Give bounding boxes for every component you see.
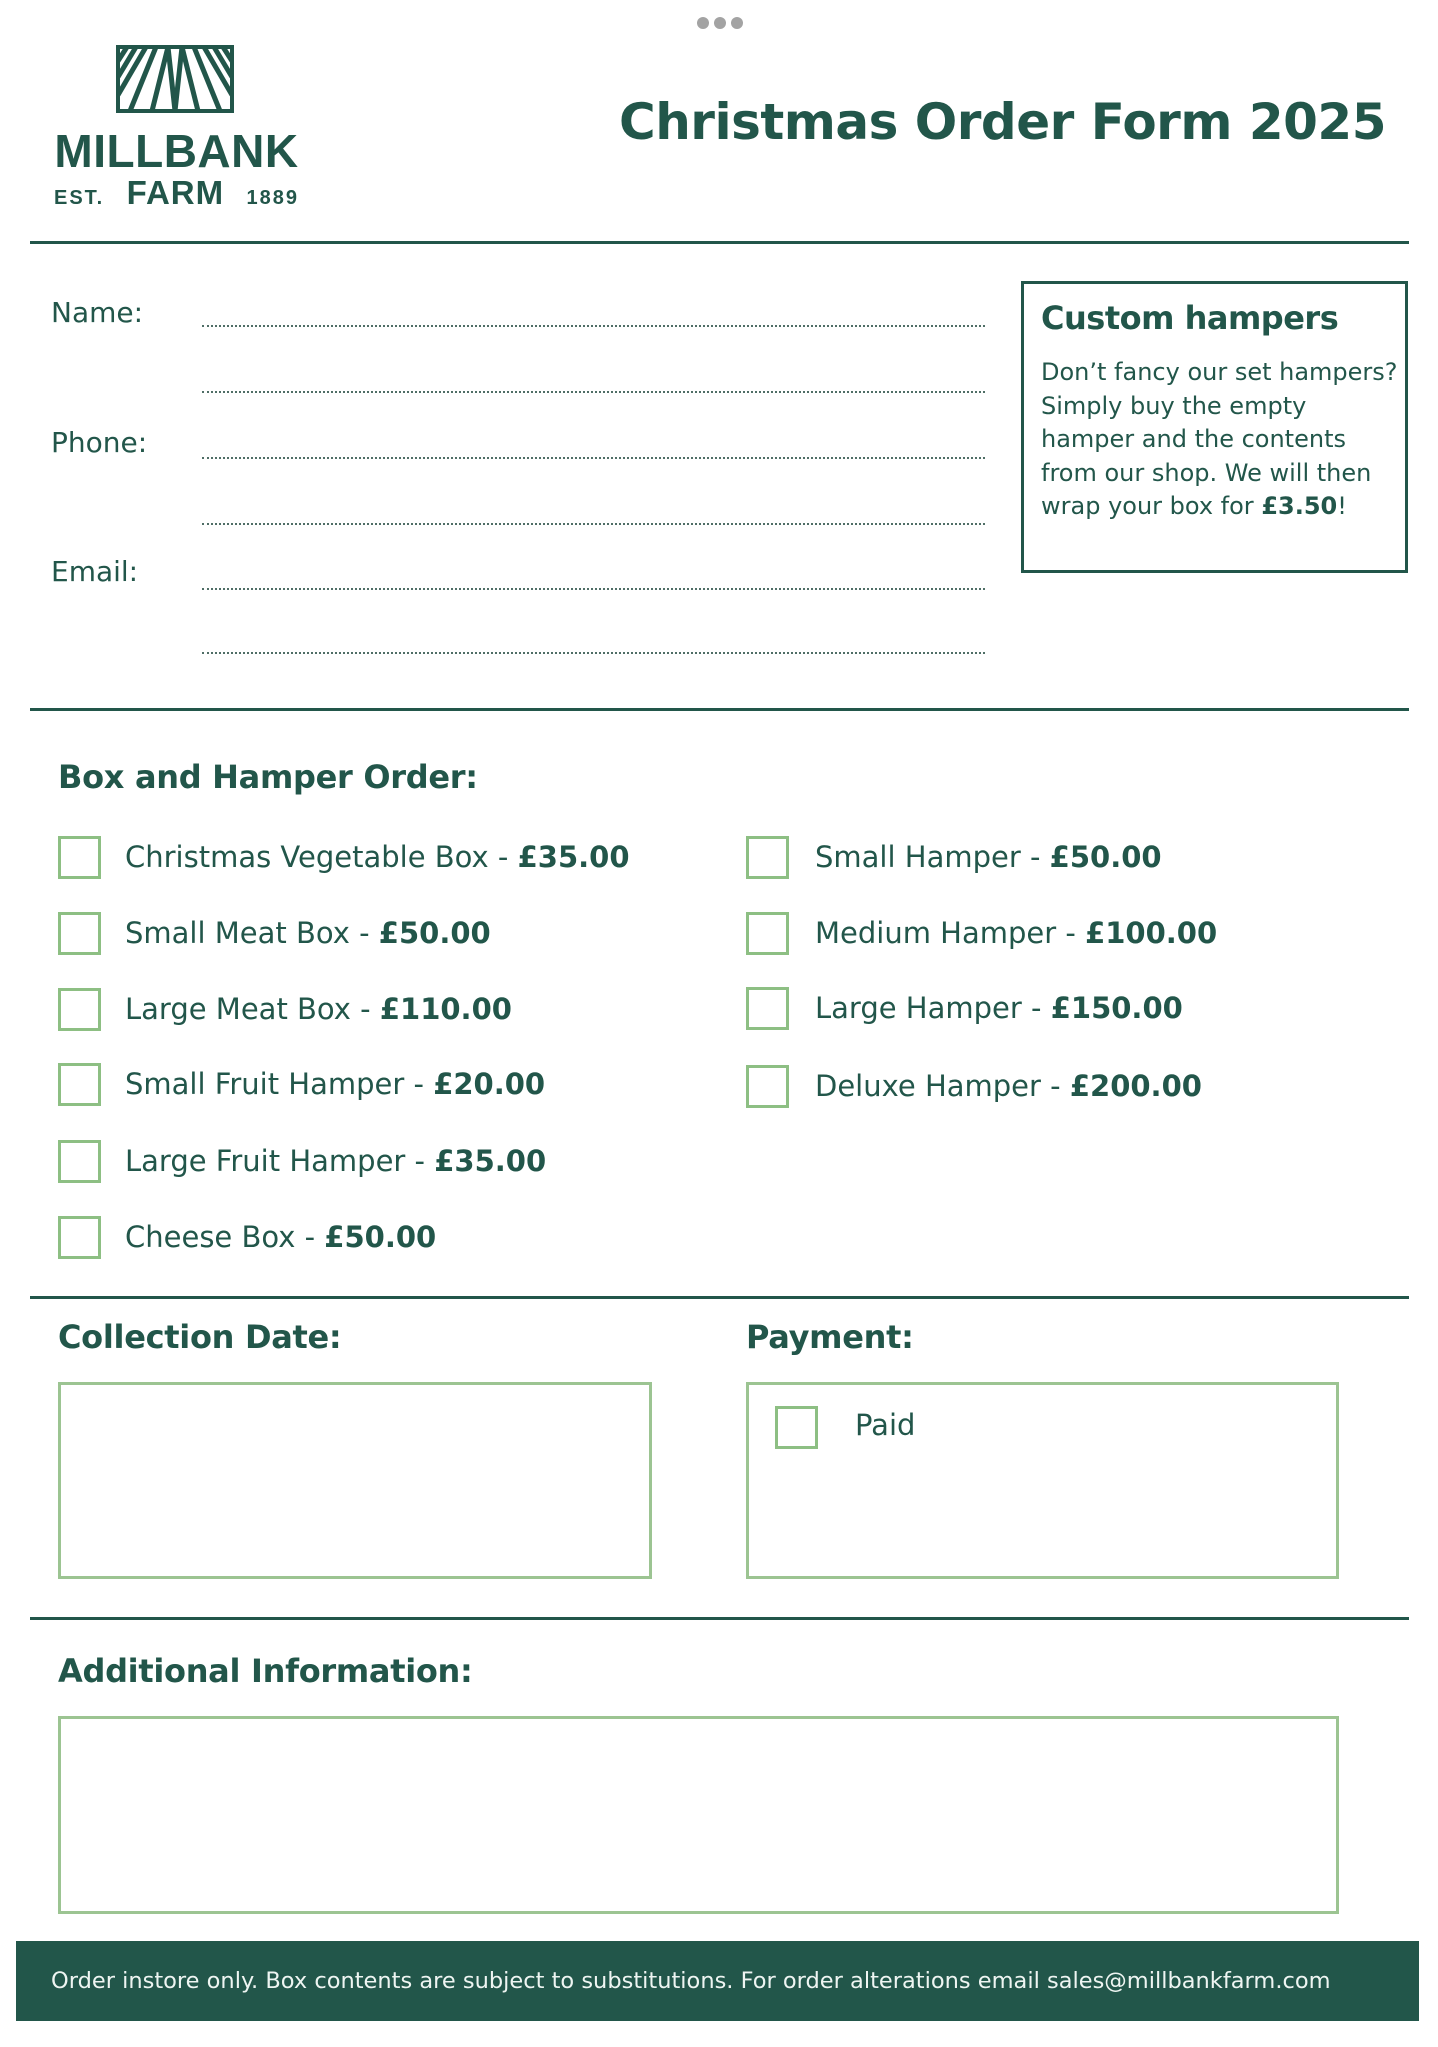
item-label xyxy=(815,1069,1202,1103)
name-field-line-1[interactable] xyxy=(202,325,985,327)
item-name: Cheese Box - xyxy=(125,1220,325,1254)
item-label xyxy=(815,991,1183,1025)
payment-box xyxy=(746,1382,1339,1579)
farm-fields-logo-icon xyxy=(116,45,234,113)
custom-hampers-suffix: ! xyxy=(1337,492,1347,520)
item-name: Large Meat Box - xyxy=(125,992,380,1026)
item-price: £20.00 xyxy=(433,1067,546,1101)
checkbox[interactable] xyxy=(58,912,101,955)
checkbox[interactable] xyxy=(58,1216,101,1259)
custom-hampers-text xyxy=(1041,356,1401,524)
item-price: £50.00 xyxy=(324,1220,437,1254)
order-item-cheese-box[interactable] xyxy=(58,1215,436,1259)
phone-field-line-2[interactable] xyxy=(202,523,985,525)
paid-checkbox[interactable] xyxy=(775,1406,818,1449)
item-name: Small Meat Box - xyxy=(125,916,379,950)
custom-hampers-body: Don’t fancy our set hampers? Simply buy the empty hamper and the contents from our shop. We will then wrap your box for xyxy=(1041,358,1398,520)
additional-info-input[interactable] xyxy=(58,1716,1339,1914)
collection-date-heading: Collection Date: xyxy=(58,1318,342,1356)
order-item-small-hamper[interactable] xyxy=(746,835,1162,879)
email-field-line-2[interactable] xyxy=(202,652,985,654)
payment-heading: Payment: xyxy=(746,1318,914,1356)
logo-wordmark: MILLBANK xyxy=(54,125,299,177)
page-title: Christmas Order Form 2025 xyxy=(619,93,1386,151)
order-item-small-meat-box[interactable] xyxy=(58,911,491,955)
checkbox[interactable] xyxy=(746,1065,789,1108)
item-price: £50.00 xyxy=(378,916,491,950)
item-label xyxy=(125,916,491,950)
name-label: Name: xyxy=(51,296,144,329)
item-label xyxy=(125,1144,546,1178)
order-heading: Box and Hamper Order: xyxy=(58,758,478,796)
item-label xyxy=(125,992,512,1026)
logo-subline xyxy=(54,174,299,212)
dot xyxy=(697,17,709,29)
checkbox[interactable] xyxy=(746,836,789,879)
custom-hampers-title: Custom hampers xyxy=(1041,299,1339,337)
item-name: Deluxe Hamper - xyxy=(815,1069,1070,1103)
email-label: Email: xyxy=(51,555,139,588)
footer-text: Order instore only. Box contents are subject to substitutions. For order alterations email sales@millbankfarm.com xyxy=(51,1968,1331,1994)
item-name: Large Hamper - xyxy=(815,991,1051,1025)
checkbox[interactable] xyxy=(746,987,789,1030)
item-name: Large Fruit Hamper - xyxy=(125,1144,435,1178)
more-dots-icon[interactable] xyxy=(697,17,743,29)
divider xyxy=(30,1617,1409,1620)
item-name: Medium Hamper - xyxy=(815,916,1086,950)
order-item-medium-hamper[interactable] xyxy=(746,911,1217,955)
item-name: Small Fruit Hamper - xyxy=(125,1067,434,1101)
order-item-small-fruit-hamper[interactable] xyxy=(58,1062,545,1106)
collection-date-input[interactable] xyxy=(58,1382,652,1579)
additional-info-heading: Additional Information: xyxy=(58,1652,473,1690)
dot xyxy=(731,17,743,29)
item-price: £200.00 xyxy=(1069,1069,1202,1103)
checkbox[interactable] xyxy=(58,1063,101,1106)
item-label xyxy=(815,916,1217,950)
custom-hampers-box xyxy=(1021,281,1408,573)
dot xyxy=(714,17,726,29)
order-item-deluxe-hamper[interactable] xyxy=(746,1064,1202,1108)
checkbox[interactable] xyxy=(58,1140,101,1183)
checkbox[interactable] xyxy=(58,988,101,1031)
order-item-christmas-vegetable-box[interactable] xyxy=(58,835,630,879)
logo-year: 1889 xyxy=(246,187,299,209)
item-label xyxy=(125,840,630,874)
item-price: £150.00 xyxy=(1050,991,1183,1025)
phone-label: Phone: xyxy=(51,426,148,459)
item-price: £110.00 xyxy=(379,992,512,1026)
divider xyxy=(30,1296,1409,1299)
item-price: £35.00 xyxy=(434,1144,547,1178)
order-item-large-meat-box[interactable] xyxy=(58,987,512,1031)
logo-farm: FARM xyxy=(126,174,225,211)
checkbox[interactable] xyxy=(746,912,789,955)
item-label xyxy=(125,1220,436,1254)
item-price: £35.00 xyxy=(517,840,630,874)
name-field-line-2[interactable] xyxy=(202,391,985,393)
email-field-line-1[interactable] xyxy=(202,588,985,590)
order-item-large-fruit-hamper[interactable] xyxy=(58,1139,546,1183)
checkbox[interactable] xyxy=(58,836,101,879)
divider xyxy=(30,241,1409,244)
order-item-large-hamper[interactable] xyxy=(746,986,1183,1030)
footer-banner xyxy=(16,1941,1419,2021)
item-label xyxy=(815,840,1162,874)
divider xyxy=(30,708,1409,711)
item-price: £50.00 xyxy=(1049,840,1162,874)
item-label xyxy=(125,1067,545,1101)
logo-est: EST. xyxy=(54,187,105,209)
phone-field-line-1[interactable] xyxy=(202,457,985,459)
paid-label: Paid xyxy=(855,1408,916,1442)
item-price: £100.00 xyxy=(1085,916,1218,950)
item-name: Christmas Vegetable Box - xyxy=(125,840,518,874)
wrap-price: £3.50 xyxy=(1261,492,1338,520)
item-name: Small Hamper - xyxy=(815,840,1050,874)
